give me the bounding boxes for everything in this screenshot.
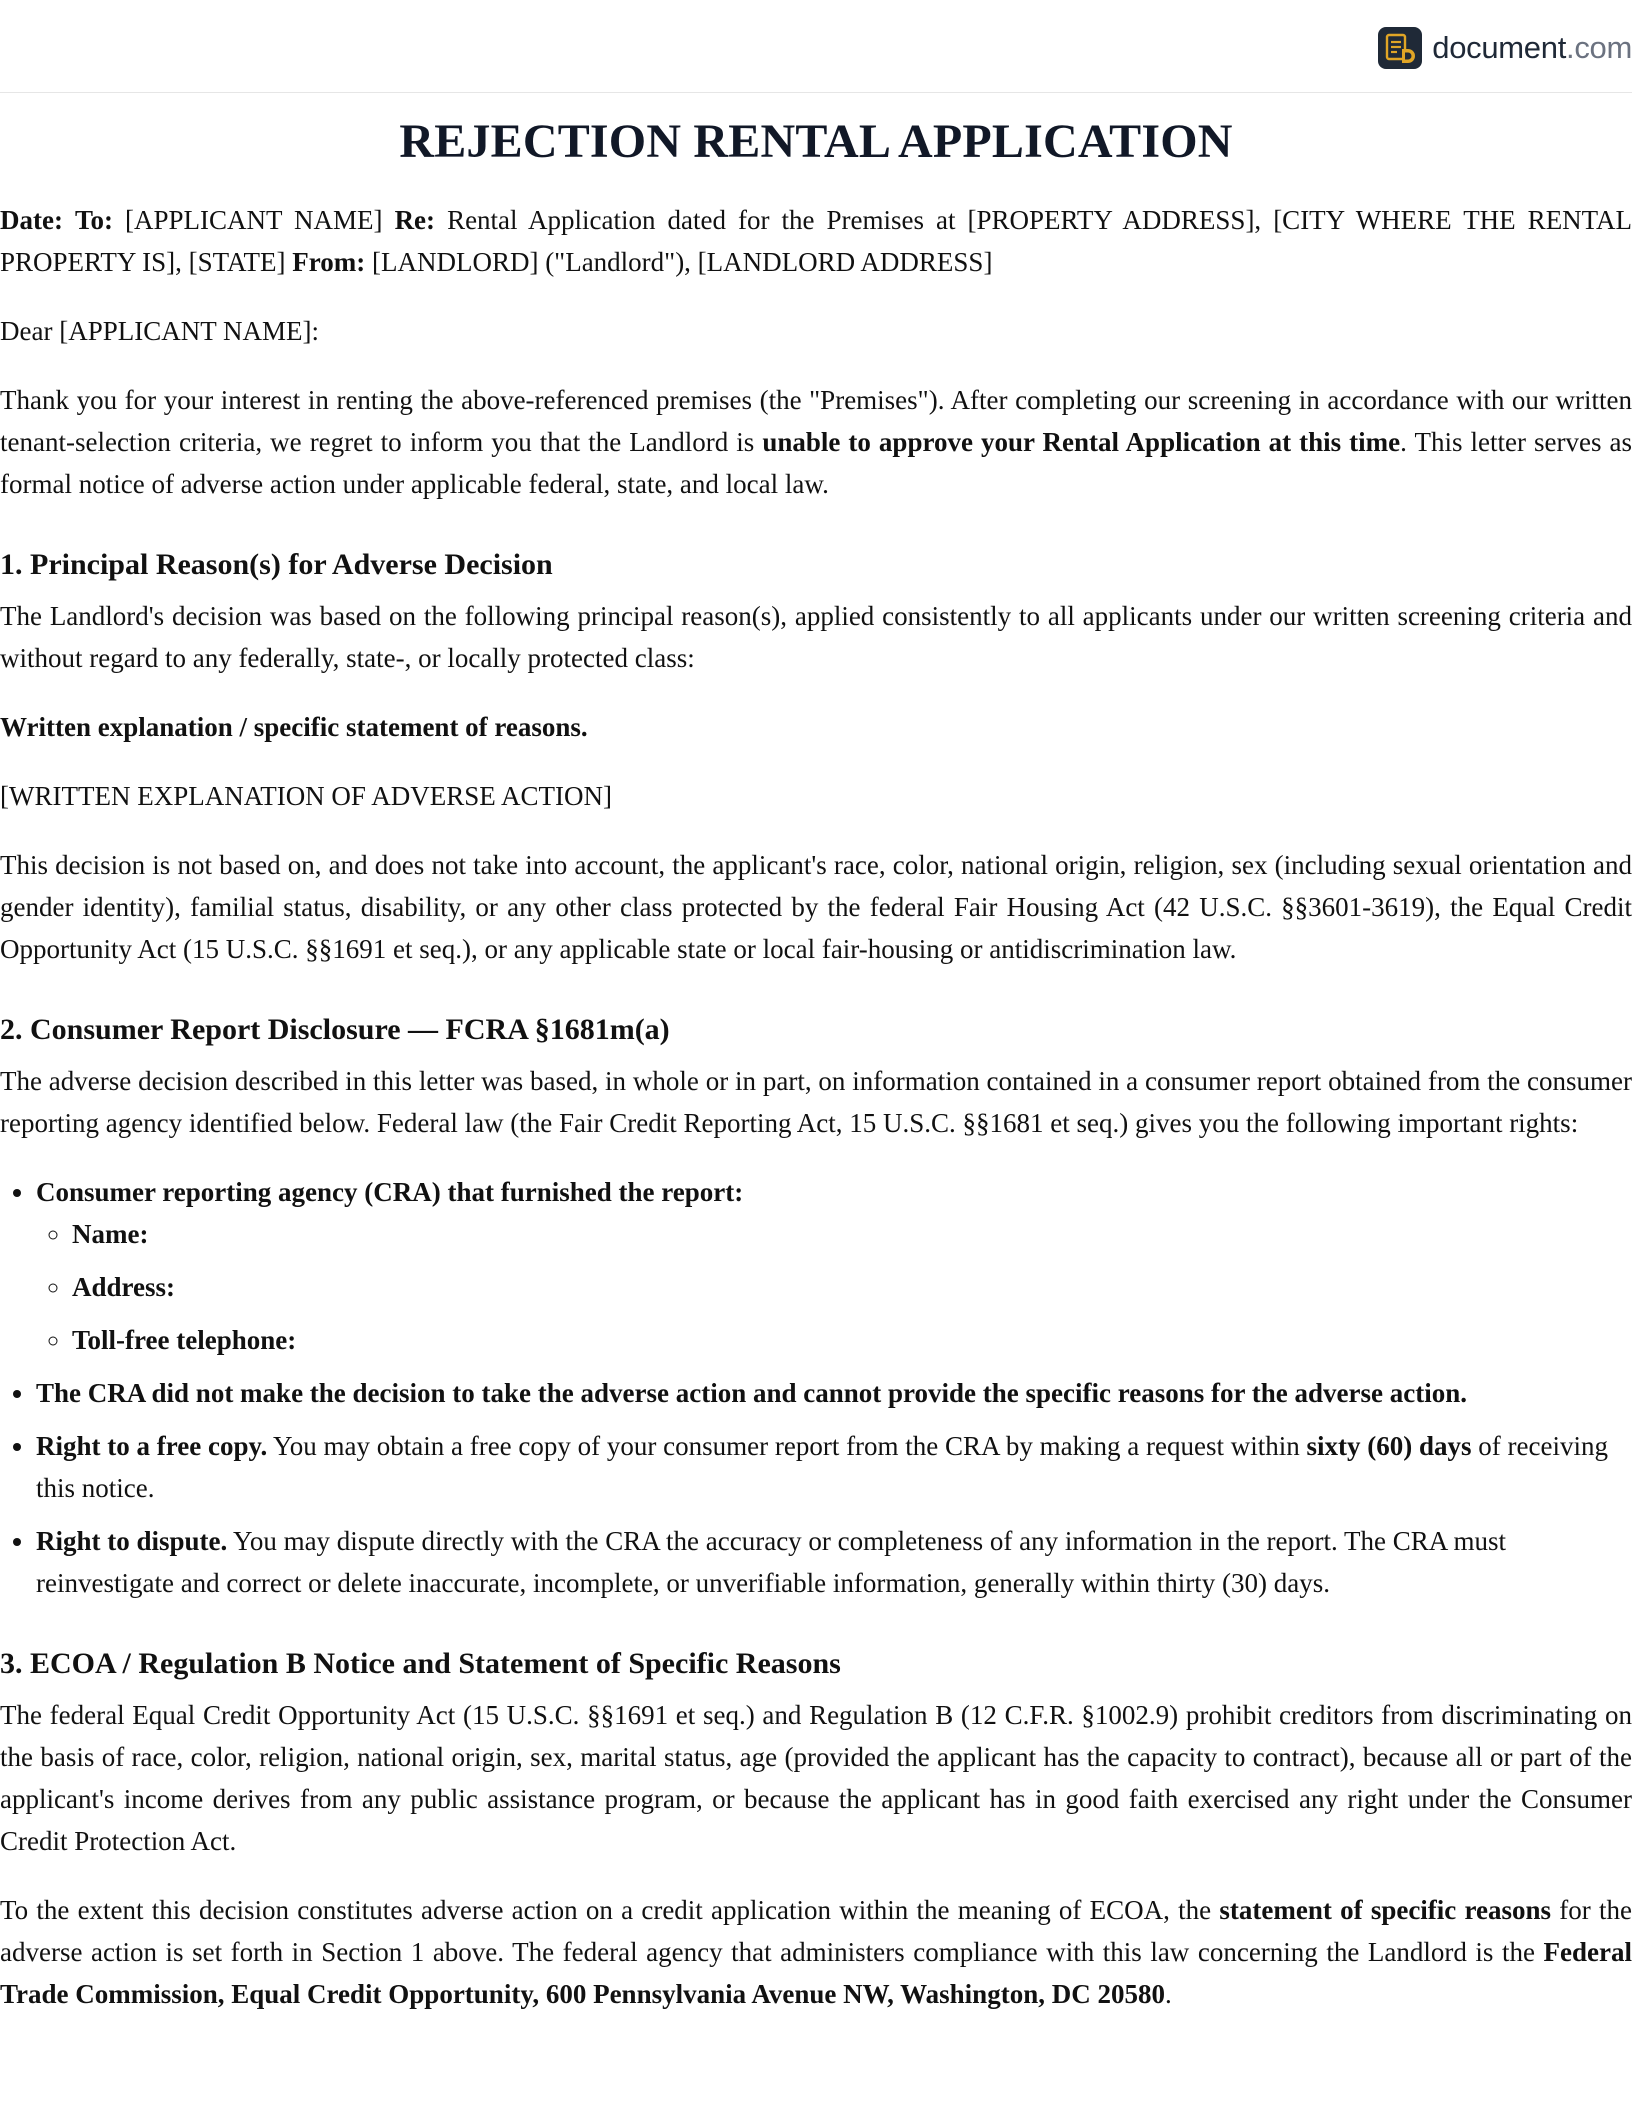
free-copy-label: Right to a free copy.: [36, 1430, 268, 1461]
ftc-address: Federal Trade Commission, Equal Credit Opportunity, 600 Pennsylvania Avenue NW, Washington, DC 20580: [0, 1936, 1632, 2009]
greeting: Dear [APPLICANT NAME]:: [0, 315, 319, 346]
section-3-paragraph-2: [0, 1889, 1632, 2015]
s3-bold-1: statement of specific reasons: [1219, 1894, 1552, 1925]
to-label: To:: [74, 204, 114, 235]
s3-text-3: .: [1164, 1978, 1172, 2009]
cra-address-label: Address:: [72, 1271, 176, 1302]
list-item: [36, 1171, 1632, 1361]
page-header: [0, 0, 1632, 93]
written-explanation-placeholder: [WRITTEN EXPLANATION OF ADVERSE ACTION]: [0, 780, 612, 811]
dispute-text: You may dispute directly with the CRA the accuracy or completeness of any information in the report. The CRA must reinvestigate and correct or delete inaccurate, incomplete, or unverifiable information, generally within thirty (30) days.: [36, 1525, 1507, 1598]
brand-tld: .com: [1566, 30, 1632, 65]
opening-bold: unable to approve your Rental Application at this time: [762, 426, 1401, 457]
list-item: [36, 1520, 1632, 1604]
date-label: Date:: [0, 204, 63, 235]
s3-text-2: for the adverse action is set forth in Section 1 above. The federal agency that administers compliance with this law concerning the Landlord is the: [0, 1894, 1632, 1967]
document-logo-icon: [1378, 27, 1422, 69]
re-text: Rental Application dated for the Premises at [PROPERTY ADDRESS], [CITY WHERE THE RENTAL PROPERTY IS], [STATE]: [0, 204, 1632, 277]
section-3-heading: 3. ECOA / Regulation B Notice and Statement of Specific Reasons: [0, 1646, 841, 1680]
section-1-subheading: [0, 706, 1632, 748]
intro-block: [0, 199, 1632, 283]
document-title: REJECTION RENTAL APPLICATION: [399, 115, 1233, 168]
free-copy-deadline: sixty (60) days: [1306, 1430, 1472, 1461]
cra-label: Consumer reporting agency (CRA) that furnished the report:: [36, 1176, 744, 1207]
opening-text-2: . This letter serves as formal notice of adverse action under applicable federal, state, and local law.: [0, 426, 1632, 499]
opening-paragraph: [0, 379, 1632, 505]
list-item: [36, 1425, 1632, 1509]
brand-logo[interactable]: [1378, 26, 1632, 70]
nondiscrimination-statement: This decision is not based on, and does not take into account, the applicant's race, color, national origin, religion, sex (including sexual orientation and gender identity), familial status, disability, or any other class protected by the federal Fair Housing Act (42 U.S.C. §§3601-3619), the Equal Credit Opportunity Act (15 U.S.C. §§1691 et seq.), or any applicable state or local fair-housing or antidiscrimination law.: [0, 849, 1632, 964]
from-text: [LANDLORD] ("Landlord"), [LANDLORD ADDRESS]: [371, 246, 993, 277]
cra-fields-list: [36, 1213, 1632, 1361]
section-2-paragraph: The adverse decision described in this letter was based, in whole or in part, on information contained in a consumer report obtained from the consumer reporting agency identified below. Federal law (the Fair Credit Reporting Act, 15 U.S.C. §§1681 et seq.) gives you the following important rights:: [0, 1065, 1632, 1138]
section-1-heading: 1. Principal Reason(s) for Adverse Decision: [0, 547, 553, 581]
list-item: [72, 1319, 1632, 1361]
list-item: [72, 1266, 1632, 1308]
rights-list: [0, 1171, 1632, 1604]
re-label: Re:: [394, 204, 436, 235]
list-item: [72, 1213, 1632, 1255]
brand-wordmark: [1432, 30, 1632, 66]
cra-name-label: Name:: [72, 1218, 149, 1249]
from-label: From:: [292, 246, 366, 277]
cra-phone-label: Toll-free telephone:: [72, 1324, 297, 1355]
written-explanation-label: Written explanation / specific statement of reasons.: [0, 711, 588, 742]
section-2-heading: 2. Consumer Report Disclosure — FCRA §1681m(a): [0, 1012, 670, 1046]
list-item: [36, 1372, 1632, 1414]
dispute-label: Right to dispute.: [36, 1525, 228, 1556]
opening-text-1: Thank you for your interest in renting the above-referenced premises (the "Premises"). After completing our screening in accordance with our written tenant-selection criteria, we regret to inform you that the Landlord is: [0, 384, 1632, 457]
applicant-name: [APPLICANT NAME]: [125, 204, 383, 235]
brand-name: document: [1432, 30, 1567, 65]
document-body: [0, 113, 1632, 2015]
section-1-paragraph: The Landlord's decision was based on the following principal reason(s), applied consistently to all applicants under our written screening criteria and without regard to any federally, state-, or locally protected class:: [0, 600, 1632, 673]
free-copy-text-2: of receiving this notice.: [36, 1430, 1608, 1503]
cra-not-decision: The CRA did not make the decision to take the adverse action and cannot provide the specific reasons for the adverse action.: [36, 1377, 1467, 1408]
section-3-paragraph-1: The federal Equal Credit Opportunity Act (15 U.S.C. §§1691 et seq.) and Regulation B (12 C.F.R. §1002.9) prohibit creditors from discriminating on the basis of race, color, religion, national origin, sex, marital status, age (provided the applicant has the capacity to contract), because all or part of the applicant's income derives from any public assistance program, or because the applicant has in good faith exercised any right under the Consumer Credit Protection Act.: [0, 1699, 1632, 1856]
free-copy-text-1: You may obtain a free copy of your consumer report from the CRA by making a request within: [267, 1430, 1307, 1461]
s3-text-1: To the extent this decision constitutes adverse action on a credit application within the meaning of ECOA, the: [0, 1894, 1220, 1925]
